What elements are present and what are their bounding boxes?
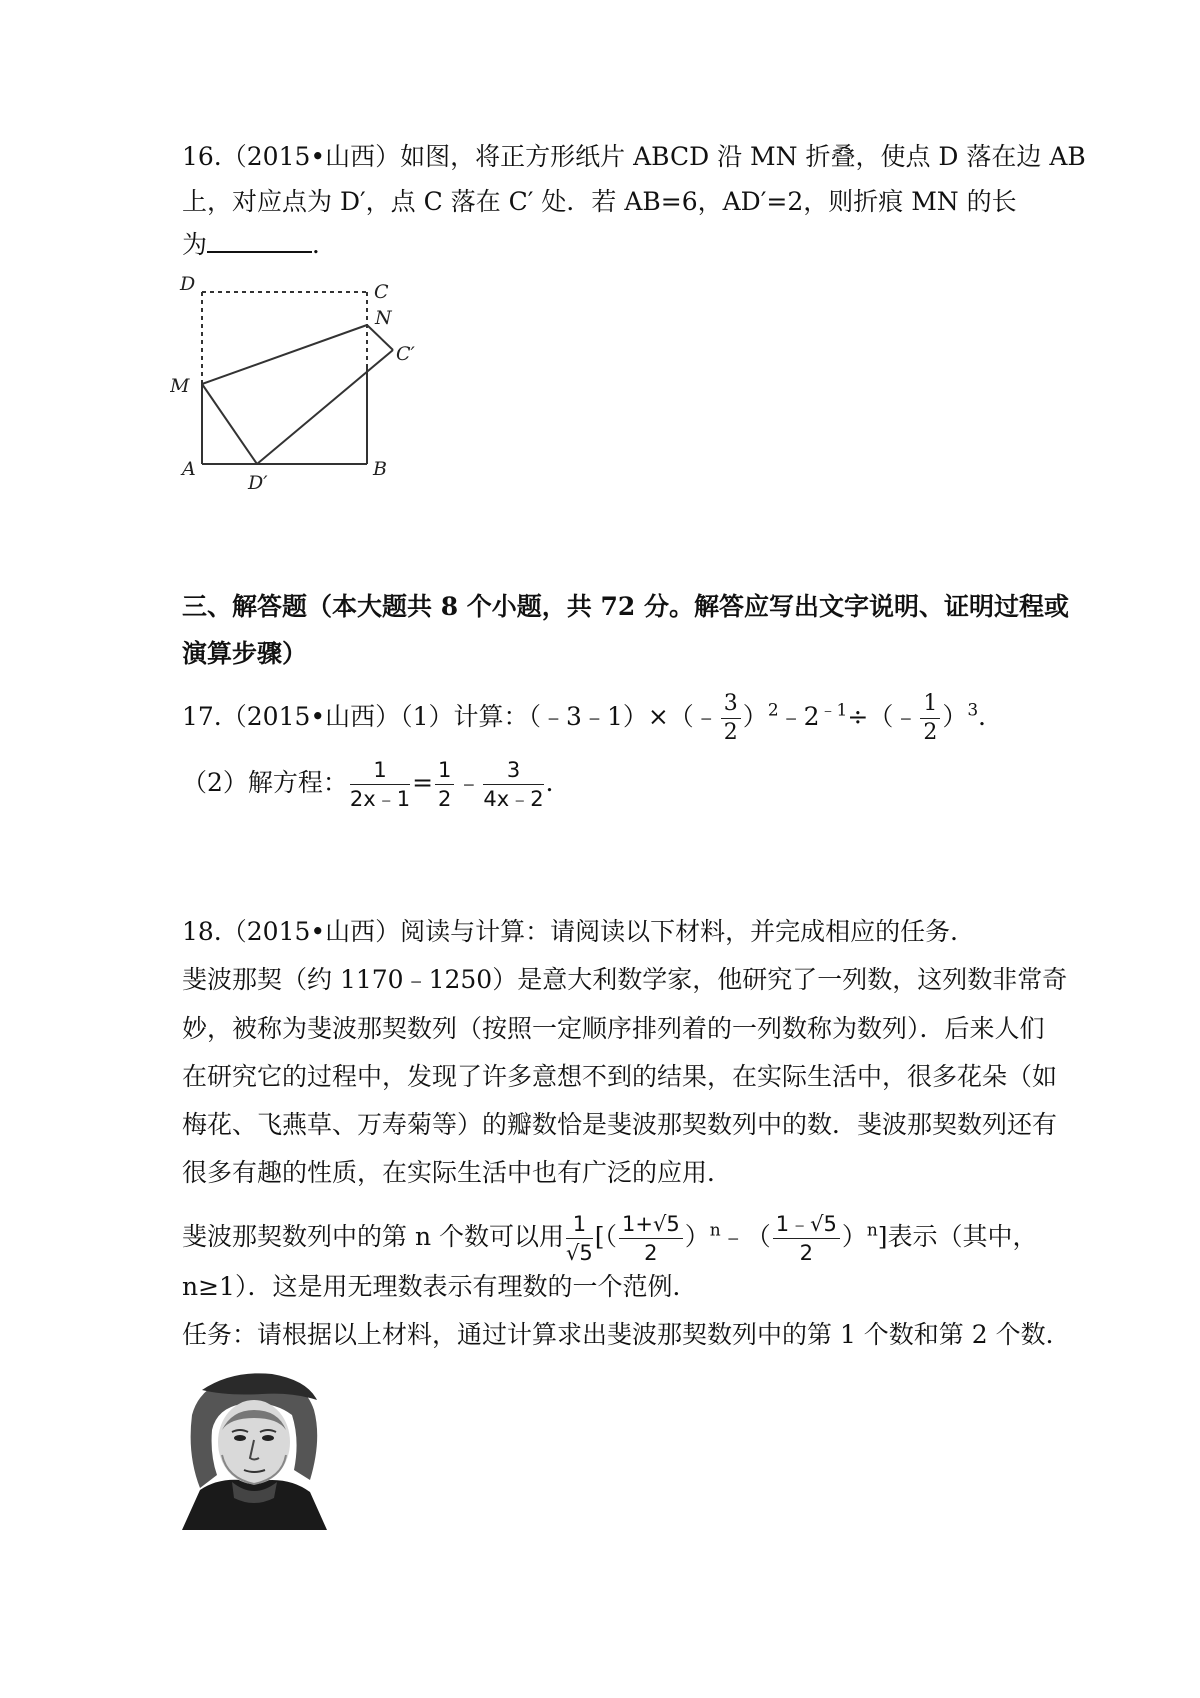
q17-e2-den: 2 [438,787,452,811]
q17-exp3: 3 [967,700,979,721]
q18-fc-den: 2 [799,1241,813,1265]
q18-fb-num: 1+√5 [619,1210,683,1239]
q17-fraction-3-2 [721,690,741,747]
q18-line5: 梅花、飞燕草、万寿菊等）的瓣数恰是斐波那契数列中的数．斐波那契数列还有 [182,1110,1058,1139]
q18-line3: 妙，被称为斐波那契数列（按照一定顺序排列着的一列数称为数列）．后来人们 [182,1014,1045,1043]
q18-fa-num: 1 [566,1210,593,1239]
q17-part2-end: ． [545,768,571,797]
q16-line1: 16.（2015•山西）如图，将正方形纸片 ABCD 沿 MN 折叠，使点 D 落在边 AB [182,142,1086,171]
q16-line2: 上，对应点为 D′，点 C 落在 C′ 处．若 AB=6，AD′=2，则折痕 MN 的长 [182,187,1017,216]
q18-task: 任务：请根据以上材料，通过计算求出斐波那契数列中的第 1 个数和第 2 个数． [182,1320,1071,1349]
q17-eq-fraction-2 [435,756,454,813]
q18-fb-den: 2 [644,1241,658,1265]
label-a: A [182,458,196,480]
q17-e1-num: 1 [350,756,410,785]
q18-fraction-psi [773,1210,840,1267]
q18-formula-prefix: 斐波那契数列中的第 n 个数可以用 [182,1222,564,1251]
section3-line1: 三、解答题（本大题共 8 个小题，共 72 分。解答应写出文字说明、证明过程或 [182,592,1070,621]
label-b: B [373,458,387,480]
q16-line3-suffix: ． [312,230,338,259]
q18-fa-den: √5 [566,1241,593,1265]
q17-f2-den: 2 [923,720,938,745]
q17-eq-sign: = [412,768,434,797]
q17-e3-den: 4x﹣2 [483,787,544,811]
fibonacci-portrait [182,1370,327,1530]
q17-f1-num: 3 [721,690,741,719]
q18-fc-num: 1﹣√5 [773,1210,840,1239]
label-c-prime: C′ [396,343,415,365]
q16-line3 [182,228,337,262]
q18-fraction-phi [619,1210,683,1267]
label-n: N [375,307,392,329]
q18-fraction-1-sqrt5 [566,1210,593,1267]
fold-figure [170,270,440,520]
q17-e1-den: 2x﹣1 [349,787,411,811]
q18-minus: ﹣（ [720,1222,771,1251]
q17-e2-num: 1 [435,756,454,785]
q17-f2-num: 1 [920,690,940,719]
q18-line2: 斐波那契（约 1170﹣1250）是意大利数学家，他研究了一列数，这列数非常奇 [182,965,1068,994]
q18-bracket-open: [（ [594,1222,618,1251]
q17-end: ． [978,702,1004,731]
q17-exp1: 2 [767,700,779,721]
q18-formula-line: 斐波那契数列中的第 n 个数可以用 $\frac{1}{√5}$ [（ $\frac{1+√5}{2}$ ）$^n$﹣（ $\frac{1﹣√5}{2}$ ）$^n$]表示（其中， [182,1212,1038,1265]
q17-part1-prefix: 17.（2015•山西）（1）计算：（﹣3﹣1）×（﹣ [182,702,719,731]
q18-line1: 18.（2015•山西）阅读与计算：请阅读以下材料，并完成相应的任务． [182,917,976,946]
q17-mid: ﹣2 [778,702,820,731]
q18-close: ） [841,1222,867,1251]
q17-part2 [182,756,571,813]
q17-eq-fraction-1 [350,756,410,813]
q18-formula-suffix: ]表示（其中， [877,1222,1038,1251]
q16-line3-prefix: 为 [182,230,208,259]
answer-blank [207,229,312,253]
q17-eq-minus: ﹣ [456,768,482,797]
edge-c2-d2 [257,350,393,464]
q17-exp2: ﹣1 [819,700,848,721]
q17-fraction-1-2 [920,690,940,747]
q17-div: ÷（﹣ [847,702,919,731]
q17-part2-prefix: （2）解方程： [182,768,348,797]
label-c: C [374,281,389,303]
label-d-prime: D′ [248,472,268,494]
section3-line2: 演算步骤） [182,639,308,668]
q18-exp-n1: n [709,1220,721,1241]
edge-m-d2 [202,384,257,464]
q17-part1: 17.（2015•山西）（1）计算：（﹣3﹣1）×（﹣ $\frac{3}{2}$ ）$^2﹣2^{﹣1}\div(﹣$ $\frac{1}{2}$ ）$^3$． [182,691,1004,745]
label-d: D [180,273,196,295]
q18-line8: n≥1）．这是用无理数表示有理数的一个范例． [182,1272,698,1301]
fold-mn [202,325,367,384]
q18-line4: 在研究它的过程中，发现了许多意想不到的结果，在实际生活中，很多花朵（如 [182,1062,1058,1091]
label-m: M [170,375,190,397]
q17-f1-den: 2 [723,720,738,745]
q18-exp-n2: n [866,1220,878,1241]
q17-eq-fraction-3 [483,756,543,813]
q18-line6: 很多有趣的性质，在实际生活中也有广泛的应用． [182,1158,733,1187]
q17-e3-num: 3 [483,756,543,785]
